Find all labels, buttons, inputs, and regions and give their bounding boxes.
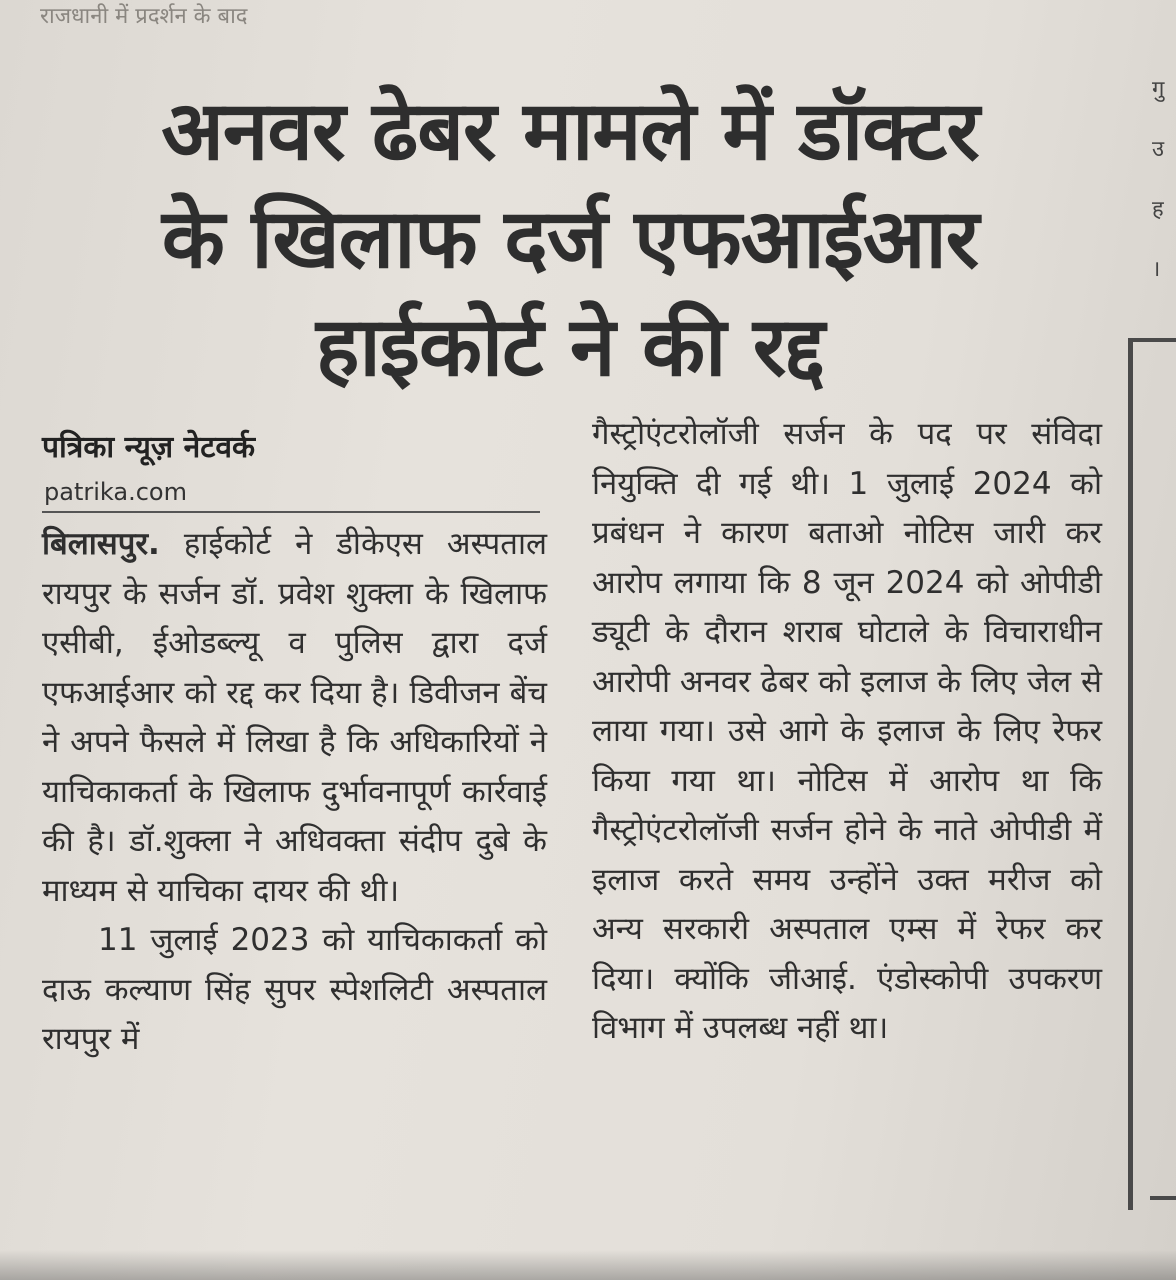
right-column-rule-bottom [1150, 1196, 1176, 1200]
headline [60, 78, 1080, 402]
column-2 [592, 410, 1102, 1054]
headline-line-3: हाईकोर्ट ने की रद्द [315, 300, 825, 395]
headline-line-1: अनवर ढेबर मामले में डॉक्टर [161, 84, 979, 179]
previous-article-fragment: राजधानी में प्रदर्शन के बाद [40, 4, 248, 26]
dateline: बिलासपुर. [42, 526, 160, 562]
column-1 [42, 520, 547, 1065]
paragraph-2-start: 11 जुलाई 2023 को याचिकाकर्ता को दाऊ कल्याण सिंह सुपर स्पेशलिटी अस्पताल रायपुर में [42, 922, 547, 1057]
page-shadow [0, 1250, 1176, 1280]
right-column-rule [1128, 340, 1133, 1210]
headline-line-2: के खिलाफ दर्ज एफआईआर [161, 192, 979, 287]
paragraph-1-text: हाईकोर्ट ने डीकेएस अस्पताल रायपुर के सर्जन डॉ. प्रवेश शुक्ला के खिलाफ एसीबी, ईओडब्ल्यू व पुलिस द्वारा दर्ज एफआईआर को रद्द कर दिया है। डिवीजन बेंच ने अपने फैसले में लिखा है कि अधिकारियों ने याचिकाकर्ता के खिलाफ दुर्भावनापूर्ण कार्रवाई की है। डॉ.शुक्ला ने अधिवक्ता संदीप दुबे के माध्यम से याचिका दायर की थी। [42, 526, 547, 909]
byline: पत्रिका न्यूज़ नेटवर्क [42, 430, 256, 465]
right-column-rule-top [1128, 338, 1176, 342]
adjacent-column-fragment: गु उ ह । [1152, 77, 1165, 282]
paragraph-2-continued: गैस्ट्रोएंटरोलॉजी सर्जन के पद पर संविदा नियुक्ति दी गई थी। 1 जुलाई 2024 को प्रबंधन ने कारण बताओ नोटिस जारी कर आरोप लगाया कि 8 जून 2024 को ओपीडी ड्यूटी के दौरान शराब घोटाले के विचाराधीन आरोपी अनवर ढेबर को इलाज के लिए जेल से लाया गया। उसे आगे के इलाज के लिए रेफर किया गया था। नोटिस में आरोप था कि गैस्ट्रोएंटरोलॉजी सर्जन होने के नाते ओपीडी में इलाज करते समय उन्होंने उक्त मरीज को अन्य सरकारी अस्पताल एम्स में रेफर कर दिया। क्योंकि जीआई. एंडोस्कोपी उपकरण विभाग में उपलब्ध नहीं था। [592, 416, 1102, 1046]
website: patrika.com [44, 478, 187, 506]
paragraph-1 [42, 520, 547, 916]
byline-divider [42, 511, 540, 513]
